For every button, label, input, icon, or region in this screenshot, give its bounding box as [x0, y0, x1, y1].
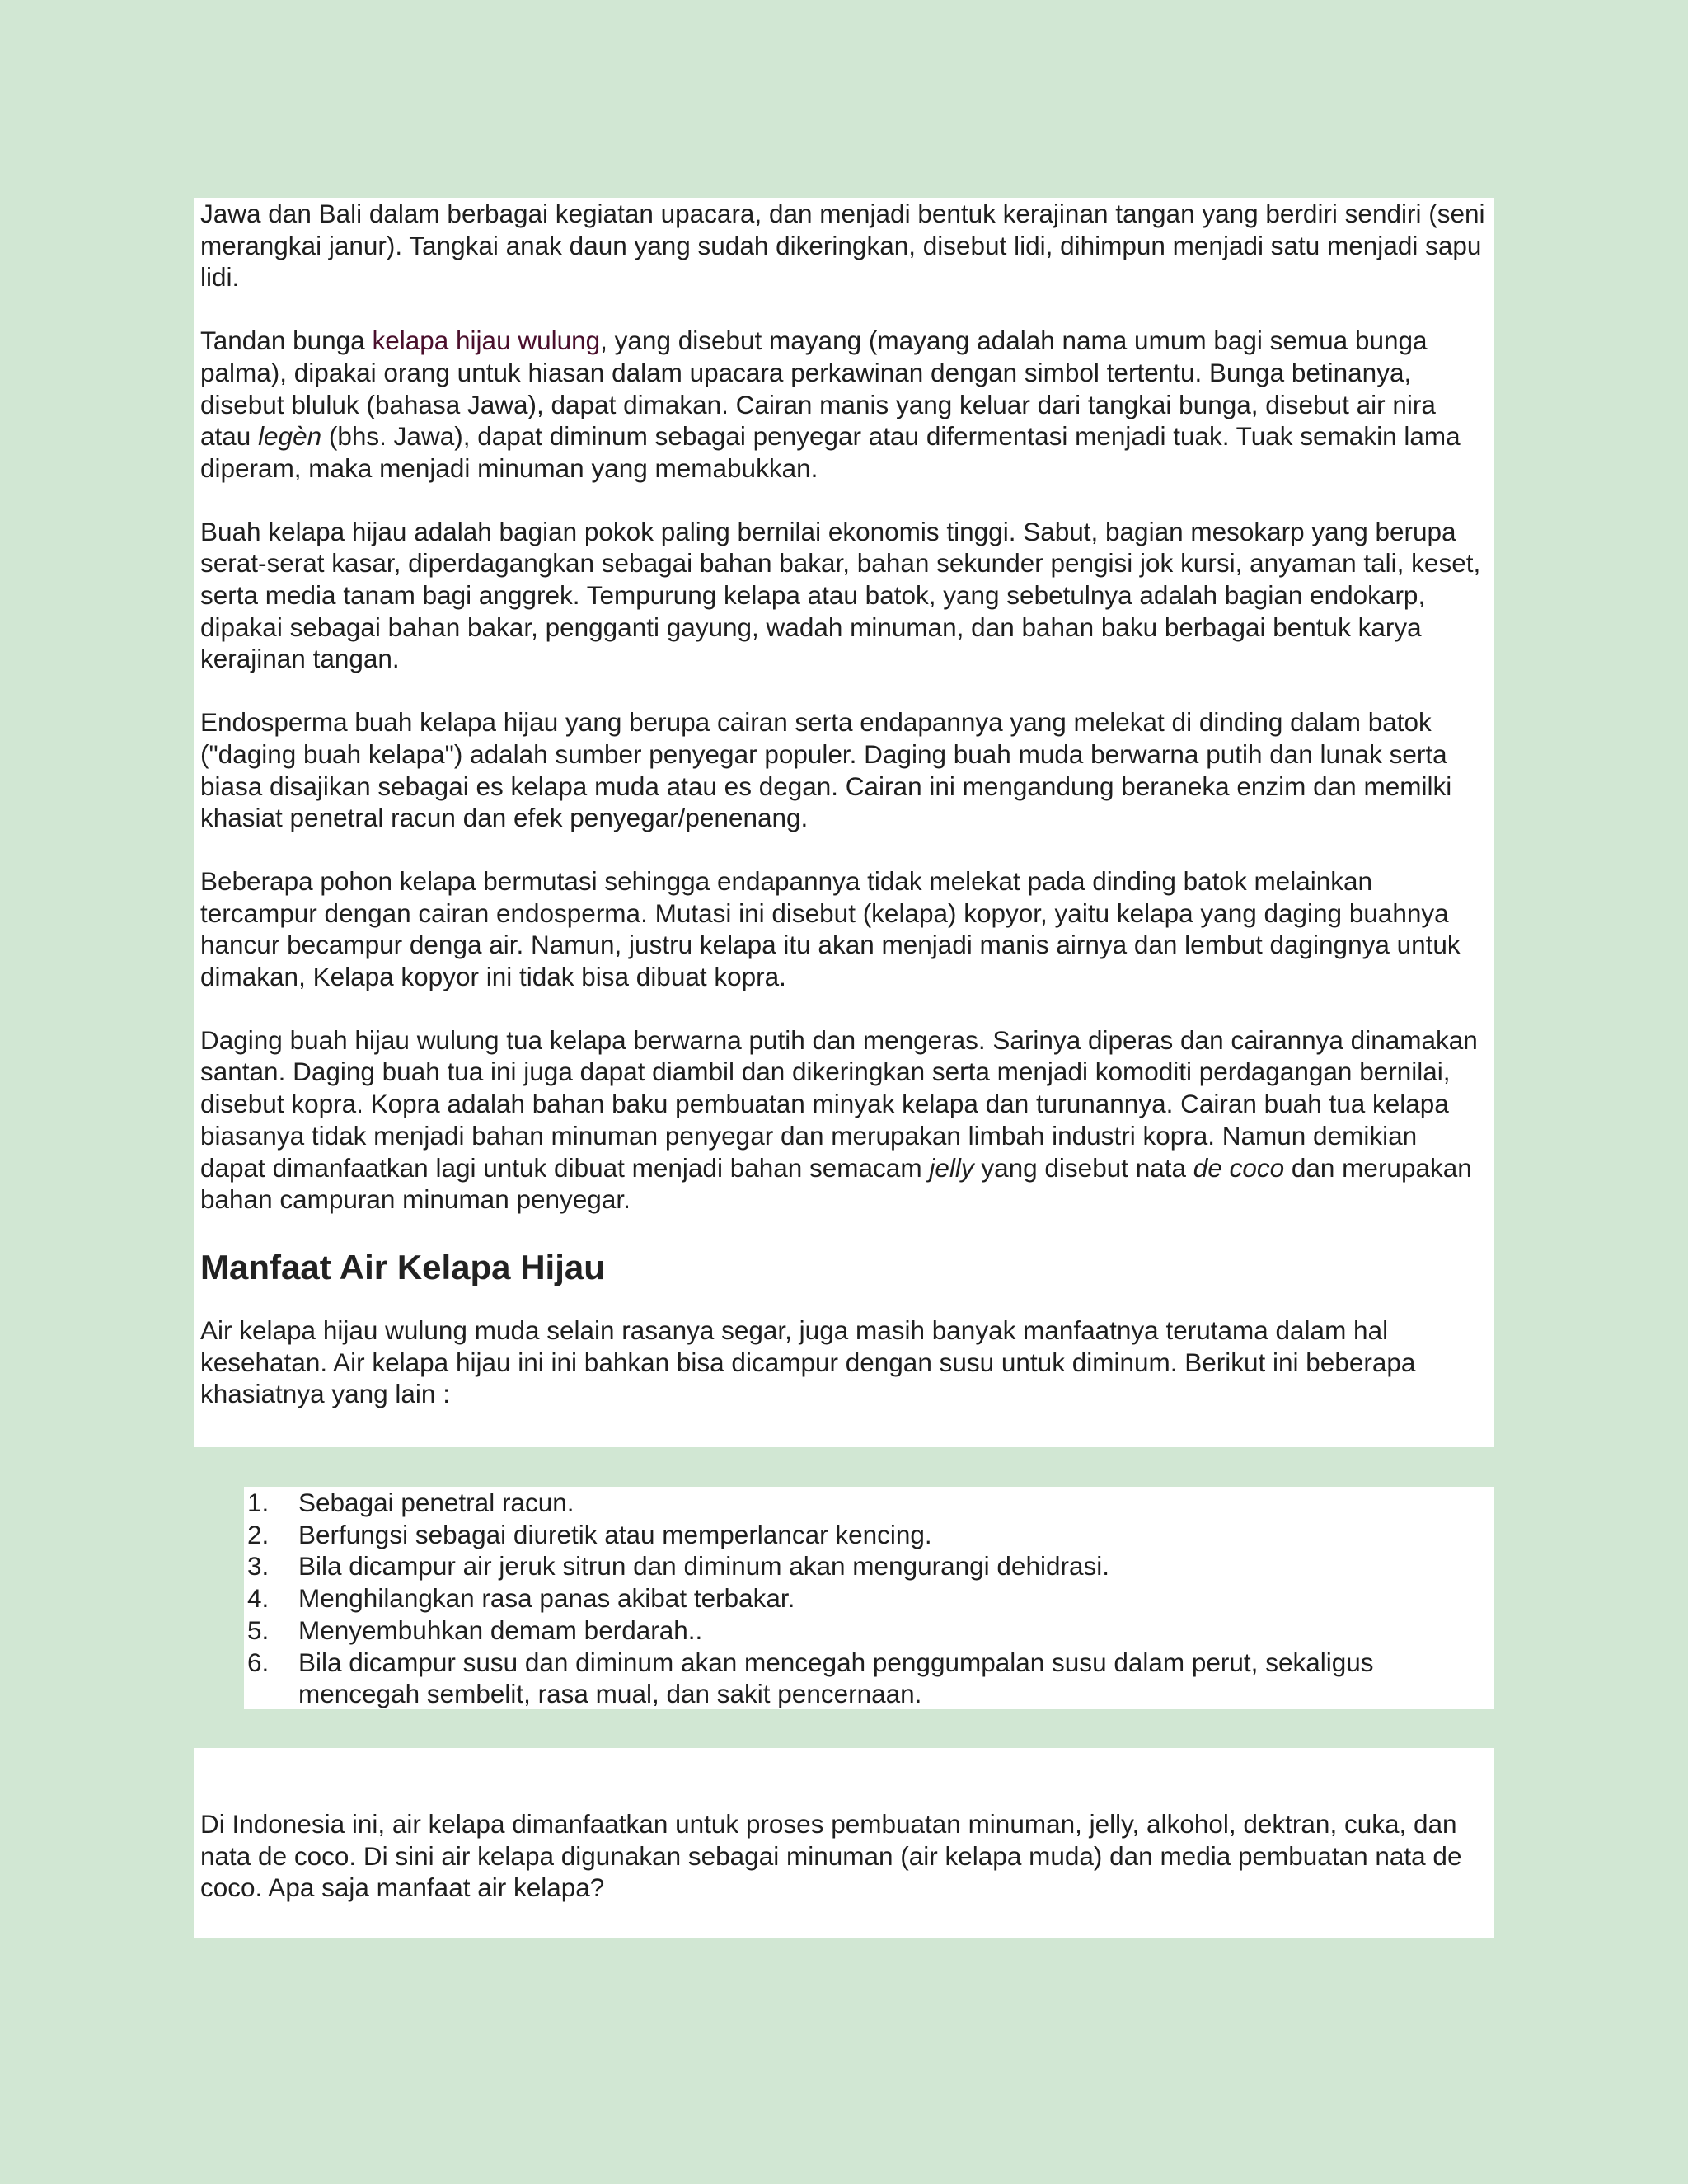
paragraph-intro: Air kelapa hijau wulung muda selain rasanya segar, juga masih banyak manfaatnya terutama dalam hal kesehatan. Air kelapa hijau ini ini bahkan bisa dicampur dengan susu untuk diminum. Berikut ini beberapa khasiatnya yang lain : — [200, 1315, 1416, 1409]
list-item — [244, 1519, 1494, 1551]
article-content-panel — [194, 198, 1494, 1447]
paragraph-kopra-start: Daging buah hijau wulung tua kelapa berwarna putih dan mengeras. Sarinya diperas dan cairannya dinamakan santan. Daging buah tua ini juga dapat diambil dan dikeringkan serta menjadi komoditi perdagangan bernilai, disebut kopra. Kopra adalah bahan baku pembuatan minyak kelapa dan turunannya. Cairan buah tua kelapa biasanya tidak menjadi bahan minuman penyegar dan merupakan limbah industri kopra. Namun demikian dapat dimanfaatkan lagi untuk dibuat menjadi bahan semacam — [200, 1024, 1478, 1183]
paragraph-kopra — [200, 1024, 1488, 1216]
paragraph-buah: Buah kelapa hijau adalah bagian pokok paling bernilai ekonomis tinggi. Sabut, bagian mesokarp yang berupa serat-serat kasar, diperdagangkan sebagai bahan bakar, bahan sekunder pengisi jok kursi, anyaman tali, keset, serta media tanam bagi anggrek. Tempurung kelapa atau batok, yang sebetulnya adalah bagian endokarp, dipakai sebagai bahan bakar, pengganti gayung, wadah minuman, dan bahan baku berbagai bentuk karya kerajinan tangan. — [200, 516, 1481, 674]
list-item — [244, 1550, 1494, 1582]
list-item-number: 3. — [247, 1551, 270, 1582]
list-item — [244, 1487, 1494, 1519]
paragraph-closing: Di Indonesia ini, air kelapa dimanfaatkan untuk proses pembuatan minuman, jelly, alkohol, dektran, cuka, dan nata de coco. Di sini air kelapa digunakan sebagai minuman (air kelapa muda) dan media pembuatan nata de coco. Apa saja manfaat air kelapa? — [200, 1809, 1462, 1903]
closing-panel — [194, 1748, 1494, 1938]
list-item-number: 1. — [247, 1488, 270, 1517]
list-item-text: Berfungsi sebagai diuretik atau memperlancar kencing. — [298, 1519, 932, 1549]
paragraph-kopra-middle: yang disebut nata — [973, 1152, 1193, 1183]
italic-de-coco: de coco — [1193, 1152, 1285, 1183]
italic-legen: legèn — [258, 421, 322, 452]
paragraph-kopra-end: dan merupakan bahan campuran minuman penyegar. — [200, 1152, 1472, 1215]
list-item — [244, 1582, 1494, 1615]
list-item-number: 2. — [247, 1519, 270, 1549]
list-item-text: Bila dicampur air jeruk sitrun dan diminum akan mengurangi dehidrasi. — [298, 1551, 1109, 1582]
list-item-number: 4. — [247, 1583, 270, 1614]
list-item — [244, 1615, 1494, 1647]
list-item-number: 5. — [247, 1615, 270, 1645]
benefits-list-panel — [244, 1487, 1494, 1709]
list-item-text: Menghilangkan rasa panas akibat terbakar. — [298, 1583, 795, 1614]
paragraph-mayang-end: (bhs. Jawa), dapat diminum sebagai penyegar atau difermentasi menjadi tuak. Tuak semakin lama diperam, maka menjadi minuman yang memabukkan. — [200, 421, 1461, 483]
paragraph-kopyor: Beberapa pohon kelapa bermutasi sehingga endapannya tidak melekat pada dinding batok melainkan tercampur dengan cairan endosperma. Mutasi ini disebut (kelapa) kopyor, yaitu kelapa yang daging buahnya hancur becampur denga air. Namun, justru kelapa itu akan menjadi manis airnya dan lembut dagingnya untuk dimakan, Kelapa kopyor ini tidak bisa dibuat kopra. — [200, 865, 1461, 992]
paragraph-mayang-middle: , yang disebut mayang (mayang adalah nama umum bagi semua bunga palma), dipakai orang untuk hiasan dalam upacara perkawinan dengan simbol tertentu. Bunga betinanya, disebut bluluk (bahasa Jawa), dapat dimakan. Cairan manis yang keluar dari tangkai bunga, disebut air nira atau — [200, 326, 1436, 452]
paragraph-janur: Jawa dan Bali dalam berbagai kegiatan upacara, dan menjadi bentuk kerajinan tangan yang berdiri sendiri (seni merangkai janur). Tangkai anak daun yang sudah dikeringkan, disebut lidi, dihimpun menjadi satu menjadi sapu lidi. — [200, 199, 1485, 293]
list-item-text: Sebagai penetral racun. — [298, 1488, 574, 1517]
paragraph-mayang — [200, 325, 1488, 485]
list-item — [244, 1647, 1494, 1710]
benefits-list — [244, 1487, 1494, 1710]
section-heading: Manfaat Air Kelapa Hijau — [200, 1247, 605, 1286]
paragraph-mayang-start: Tandan bunga — [200, 326, 373, 356]
paragraph-endosperma: Endosperma buah kelapa hijau yang berupa cairan serta endapannya yang melekat di dinding dalam batok ("daging buah kelapa") adalah sumber penyegar populer. Daging buah muda berwarna putih dan lunak serta biasa disajikan sebagai es kelapa muda atau es degan. Cairan ini mengandung beraneka enzim dan memilki khasiat penetral racun dan efek penyegar/penenang. — [200, 707, 1452, 833]
list-item-text: Menyembuhkan demam berdarah.. — [298, 1615, 703, 1645]
list-item-number: 6. — [247, 1647, 270, 1677]
link-kelapa-hijau-wulung[interactable]: kelapa hijau wulung — [372, 326, 601, 356]
italic-jelly: jelly — [929, 1152, 974, 1183]
list-item-text: Bila dicampur susu dan diminum akan mencegah penggumpalan susu dalam perut, sekaligus mencegah sembelit, rasa mual, dan sakit pencernaan. — [298, 1647, 1374, 1709]
